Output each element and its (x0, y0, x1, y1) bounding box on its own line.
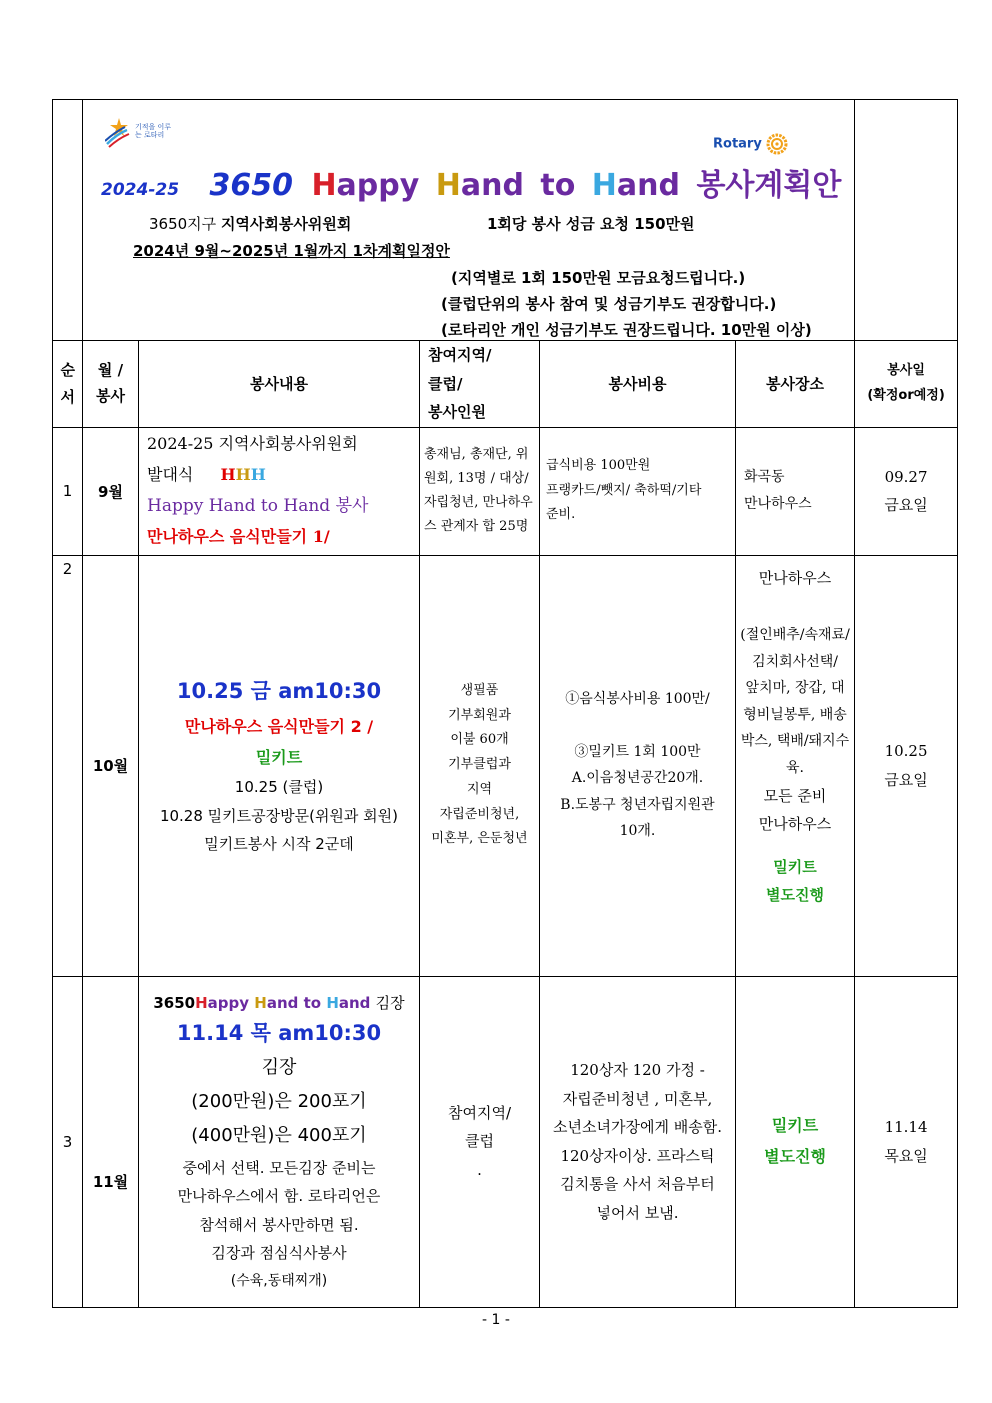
row2-region-l2: 기부회원과 (448, 707, 511, 723)
row1-place (736, 427, 855, 555)
row2-region (420, 555, 540, 976)
row3-cost-l3: 소년소녀가장에게 배송함. (553, 1118, 722, 1136)
row2-region-l6: 자립준비청년, (439, 806, 520, 822)
row2-place-l1: 만나하우스 (758, 568, 832, 587)
col-region-l3: 봉사인원 (428, 403, 486, 421)
district-line (149, 213, 351, 234)
row3-tail: 김장 (375, 993, 405, 1012)
row2-cost (540, 555, 736, 976)
row1-place-l2: 만나하우스 (744, 496, 812, 512)
rotary-wheel-icon (766, 133, 788, 155)
row2-region-l7: 미혼부, 은둔청년 (431, 831, 528, 847)
row2-date-l2: 금요일 (884, 770, 928, 789)
row2-cost-l2: ③밀키트 1회 100만 (574, 743, 701, 760)
col-content: 봉사내용 (139, 341, 420, 428)
row3-cost-l5: 김치통을 사서 처음부터 (560, 1175, 715, 1193)
header-right-blank (855, 100, 958, 341)
row3-content-l6: 중에서 선택. 모든김장 준비는 (182, 1158, 376, 1177)
title-hand1: and (460, 168, 524, 203)
note-regional: (지역별로 1회 150만원 모금요청드립니다.) (451, 269, 746, 287)
row1-date-l2: 금요일 (884, 496, 928, 514)
table-row (53, 976, 958, 1307)
row2-month: 10월 (83, 555, 139, 976)
col-month (83, 341, 139, 428)
row1-month: 9월 (83, 427, 139, 555)
row3-month: 11월 (83, 976, 139, 1307)
title-happy: appy (336, 168, 420, 203)
row2-cost-l5: 10개. (619, 823, 656, 840)
note-individual: (로타리안 개인 성금기부도 권장드립니다. 10만원 이상) (441, 321, 812, 339)
row3-region (420, 976, 540, 1307)
donation-request: 1회당 봉사 성금 요청 150만원 (487, 215, 695, 233)
row2-place-l7: 별도진행 (766, 886, 825, 905)
rotary-stars-logo (105, 114, 185, 154)
row3-content-l2: 11.14 목 am10:30 (176, 1021, 382, 1046)
row2-place-l2: (절인배추/속재료/김치회사선택/ (740, 627, 850, 670)
row1-content-l2a: 발대식 (147, 464, 194, 484)
row3-content-l4: (200만원)은 200포기 (191, 1091, 367, 1113)
row1-date-l1: 09.27 (884, 467, 928, 486)
rotary-label: Rotary (713, 136, 762, 152)
row3-cost-l1: 120상자 120 가정 - (570, 1061, 705, 1079)
row2-date (855, 555, 958, 976)
schedule-period: 2024년 9월~2025년 1월까지 1차계획일정안 (133, 242, 450, 260)
row1-content-l3: Happy Hand to Hand 봉사 (147, 496, 369, 517)
column-header-row (53, 341, 958, 428)
row3-date-l2: 목요일 (884, 1146, 928, 1165)
row2-place-l5: 만나하우스 (758, 815, 832, 834)
row2-place-l4: 모든 준비 (763, 786, 827, 805)
row3-content-l5: (400만원)은 400포기 (191, 1125, 367, 1147)
row1-seq: 1 (53, 427, 83, 555)
row2-region-l3: 이불 60개 (450, 732, 509, 748)
row2-cost-l4: B.도봉구 청년자립지원관 (560, 796, 715, 813)
row2-cost-l1: ①음식봉사비용 100만/ (565, 691, 710, 708)
district-prefix: 3650지구 (149, 215, 221, 233)
row2-region-l5: 지역 (466, 781, 493, 797)
row1-cost-l1: 급식비용 100만원 (546, 457, 651, 473)
title-h3: H (591, 168, 617, 203)
title-hand2: and (616, 168, 680, 203)
row2-seq: 2 (53, 555, 83, 976)
row3-content-l7: 만나하우스에서 함. 로타리언은 (177, 1187, 381, 1206)
row3-date (855, 976, 958, 1307)
row3-seq: 3 (53, 976, 83, 1307)
col-region-l2: 클럽/ (428, 374, 463, 393)
note-club: (클럽단위의 봉사 참여 및 성금기부도 권장합니다.) (441, 295, 777, 313)
page-title (101, 160, 841, 204)
title-number: 3650 (209, 168, 293, 203)
row1-content (139, 427, 420, 555)
row1-region: 총재님, 총재단, 위원회, 13명 / 대상/자립청년, 만나하우스 관계자 합 25명 (420, 427, 540, 555)
row2-content-l5: 10.28 밀키트공장방문(위원과 회원) (159, 806, 399, 825)
row1-content-l4: 만나하우스 음식만들기 1/ (147, 527, 330, 547)
header-left-blank (53, 100, 83, 341)
row2-content-l1: 10.25 금 am10:30 (176, 679, 382, 704)
row3-cost-l6: 넣어서 보냄. (596, 1203, 679, 1222)
row2-content (139, 555, 420, 976)
col-seq (53, 341, 83, 428)
row3-content-l10: (수육,동태찌개) (230, 1272, 328, 1289)
row2-place (736, 555, 855, 976)
col-date-l2: (확정or예정) (867, 387, 945, 403)
title-h1: H (311, 168, 337, 203)
district-committee: 지역사회봉사위원회 (220, 215, 352, 233)
col-place: 봉사장소 (736, 341, 855, 428)
col-month-label: 월 / 봉사 (96, 361, 125, 405)
col-region (420, 341, 540, 428)
service-plan-table (52, 99, 958, 1308)
row2-place-l3: 앞치마, 장갑, 대형비닐봉투, 배송박스, 택배/돼지수육. (740, 680, 850, 776)
hhh-badge: HHH (220, 464, 266, 484)
col-date-l1: 봉사일 (887, 363, 925, 379)
row2-date-l1: 10.25 (884, 742, 928, 760)
rotary-brand (713, 133, 788, 155)
row3-place (736, 976, 855, 1307)
row1-content-l1: 2024-25 지역사회봉사위원회 (147, 434, 358, 454)
row1-cost-l2: 프랭카드/뺏지/ 축하떡/기타 (546, 482, 702, 498)
row3-cost (540, 976, 736, 1307)
row3-content-l9: 김장과 점심식사봉사 (211, 1244, 347, 1263)
row2-place-l6: 밀키트 (773, 857, 817, 876)
header-block (83, 100, 855, 341)
row3-cost-l2: 자립준비청년 , 미혼부, (562, 1089, 713, 1108)
table-row (53, 427, 958, 555)
col-seq-label: 순서 (60, 360, 75, 406)
row3-cost-l4: 120상자이상. 프라스틱 (560, 1146, 715, 1165)
row2-region-l4: 기부클럽과 (448, 757, 511, 773)
row3-content-l8: 참석해서 봉사만하면 됨. (199, 1215, 359, 1234)
row3-content-l3: 김장 (261, 1056, 297, 1078)
row1-cost-l3: 준비. (546, 507, 576, 523)
title-plan: 봉사계획안 (696, 168, 842, 203)
row2-content-l6: 밀키트봉사 시작 2군데 (204, 835, 354, 854)
col-cost: 봉사비용 (540, 341, 736, 428)
logo-text: 기적을 이루는 로타리 (135, 123, 172, 139)
row3-prefix: 3650 (153, 993, 196, 1012)
row2-content-l3: 밀키트 (255, 747, 303, 767)
row3-region-l1: 참여지역/ (447, 1103, 511, 1122)
table-row (53, 555, 958, 976)
row2-region-l1: 생필품 (460, 683, 499, 699)
title-h2: H (435, 168, 461, 203)
col-date (855, 341, 958, 428)
row1-place-l1: 화곡동 (744, 469, 785, 486)
row2-content-l2: 만나하우스 음식만들기 2 / (184, 717, 374, 737)
title-year: 2024-25 (101, 180, 180, 200)
row3-content-l1: 3650Happy Hand to Hand 김장 (153, 993, 405, 1012)
row1-content-l2 (147, 460, 419, 490)
row3-content (139, 976, 420, 1307)
row3-region-l2: 클럽 (465, 1132, 494, 1151)
page-number: - 1 - (482, 1312, 510, 1328)
row3-place-l1: 밀키트 (771, 1116, 819, 1136)
row1-cost (540, 427, 736, 555)
row1-date (855, 427, 958, 555)
row2-content-l4: 10.25 (클럽) (234, 778, 324, 797)
row3-date-l1: 11.14 (884, 1118, 928, 1136)
col-region-l1: 참여지역/ (428, 346, 492, 364)
row3-place-l2: 별도진행 (764, 1146, 826, 1166)
title-to: to (540, 168, 576, 203)
row3-region-l3: . (477, 1160, 482, 1179)
row2-cost-l3: A.이음청년공간20개. (571, 770, 704, 787)
